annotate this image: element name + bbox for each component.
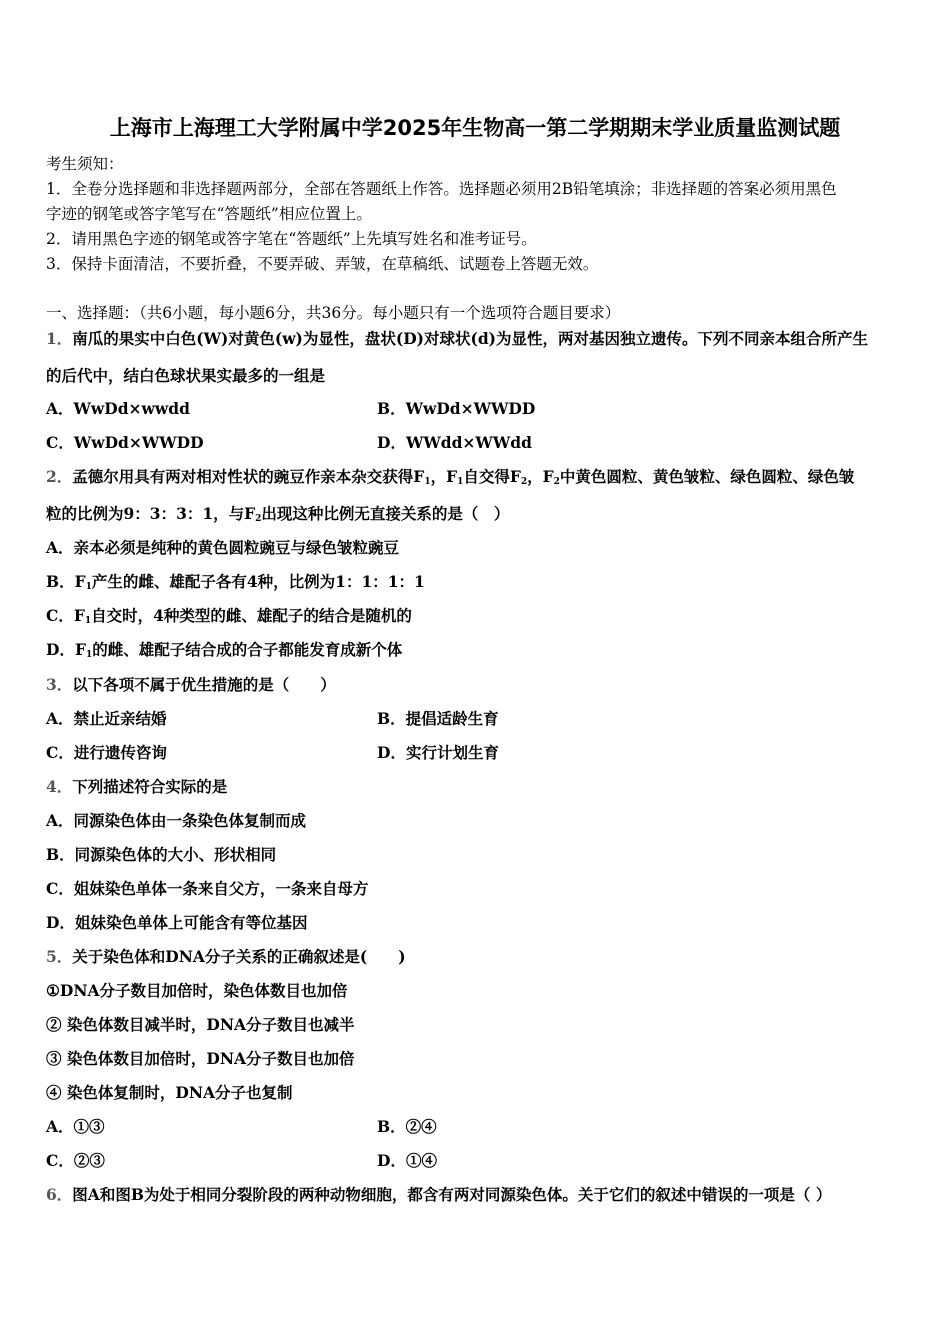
option-d: D．①④ — [377, 1151, 437, 1170]
question-number: 4． — [46, 777, 73, 796]
option-a: A．同源染色体由一条染色体复制而成 — [46, 811, 307, 830]
option-d: D．实行计划生育 — [377, 743, 499, 762]
subscript: 1 — [85, 650, 93, 660]
statement-2: ② 染色体数目减半时，DNA分子数目也减半 — [46, 1015, 355, 1034]
question-text: 图A和图B为处于相同分裂阶段的两种动物细胞，都含有两对同源染色体。关于它们的叙述中错误的一项是（ ） — [72, 1185, 832, 1204]
question-5 — [46, 945, 406, 967]
option-c: C．进行遗传咨询 — [46, 743, 167, 762]
option-c: C．$F_1$自交时，4种类型的雌、雄配子的结合是随机的 — [46, 606, 412, 626]
question-text: 粒的比例为9：3：3：1，与$F_2$出现这种比例无直接关系的是（ ） — [46, 504, 510, 524]
question-text: 以下各项不属于优生措施的是（ ） — [72, 675, 336, 694]
option-d: D．$F_1$的雌、雄配子结合成的合子都能发育成新个体 — [46, 640, 403, 660]
subscript: 2 — [520, 477, 528, 487]
option-c: C．WwDd×WWDD — [46, 433, 204, 452]
subscript: 2 — [255, 514, 262, 524]
option-c: C．②③ — [46, 1151, 105, 1170]
question-number: 5． — [46, 947, 73, 966]
question-4 — [46, 775, 227, 797]
subscript: 2 — [553, 477, 560, 487]
statement-1: ①DNA分子数目加倍时，染色体数目也加倍 — [46, 981, 348, 1000]
option-b: B．同源染色体的大小、形状相同 — [46, 845, 277, 864]
question-6 — [46, 1183, 831, 1205]
question-3 — [46, 673, 336, 695]
question-text: 的后代中，结白色球状果实最多的一组是 — [46, 366, 326, 385]
question-number: 3． — [46, 675, 73, 694]
subscript: 1 — [457, 477, 464, 487]
subscript: 1 — [424, 477, 431, 487]
option-b: B．②④ — [377, 1117, 437, 1136]
notice-heading: 考生须知： — [46, 155, 124, 173]
notice-item: 字迹的钢笔或答字笔写在“答题纸”相应位置上。 — [46, 205, 372, 223]
option-d: D．姐妹染色单体上可能含有等位基因 — [46, 913, 308, 932]
notice-item: 2．请用黑色字迹的钢笔或答字笔在“答题纸”上先填写姓名和准考证号。 — [46, 230, 537, 248]
section-heading: 一、选择题：（共6小题，每小题6分，共36分。每小题只有一个选项符合题目要求） — [46, 304, 621, 322]
subscript: 1 — [85, 582, 92, 592]
option-a: A．亲本必须是纯种的黄色圆粒豌豆与绿色皱粒豌豆 — [46, 538, 400, 557]
statement-4: ④ 染色体复制时，DNA分子也复制 — [46, 1083, 293, 1102]
option-b: B．WwDd×WWDD — [377, 399, 536, 418]
option-d: D．WWdd×WWdd — [377, 433, 532, 452]
question-text: 下列描述符合实际的是 — [72, 777, 228, 796]
question-text: 孟德尔用具有两对相对性状的豌豆作亲本杂交获得$F_1$，$F_1$自交得$F_2$，$F_2$中黄色圆粒、黄色皱粒、绿色圆粒、绿色皱 — [72, 467, 855, 487]
question-number: 6． — [46, 1185, 73, 1204]
notice-item: 1．全卷分选择题和非选择题两部分，全部在答题纸上作答。选择题必须用2B铅笔填涂；非选择题的答案必须用黑色 — [46, 180, 837, 198]
question-text: 关于染色体和DNA分子关系的正确叙述是( ) — [72, 947, 406, 966]
question-2 — [46, 465, 854, 487]
option-c: C．姐妹染色单体一条来自父方，一条来自母方 — [46, 879, 369, 898]
subscript: 1 — [84, 616, 92, 626]
page-title: 上海市上海理工大学附属中学2025年生物高一第二学期期末学业质量监测试题 — [109, 116, 841, 140]
question-1 — [46, 327, 868, 349]
question-number: 2． — [46, 467, 73, 486]
question-text: 南瓜的果实中白色(W)对黄色(w)为显性，盘状(D)对球状(d)为显性，两对基因独立遗传。下列不同亲本组合所产生 — [72, 329, 868, 348]
option-a: A．禁止近亲结婚 — [46, 709, 167, 728]
option-b: B．$F_1$产生的雌、雄配子各有4种，比例为1：1：1：1 — [46, 572, 425, 592]
statement-3: ③ 染色体数目加倍时，DNA分子数目也加倍 — [46, 1049, 355, 1068]
option-a: A．①③ — [46, 1117, 105, 1136]
option-b: B．提倡适龄生育 — [377, 709, 499, 728]
option-a: A．WwDd×wwdd — [46, 399, 190, 418]
notice-item: 3．保持卡面清洁，不要折叠，不要弄破、弄皱，在草稿纸、试题卷上答题无效。 — [46, 255, 599, 273]
question-number: 1． — [46, 329, 73, 348]
